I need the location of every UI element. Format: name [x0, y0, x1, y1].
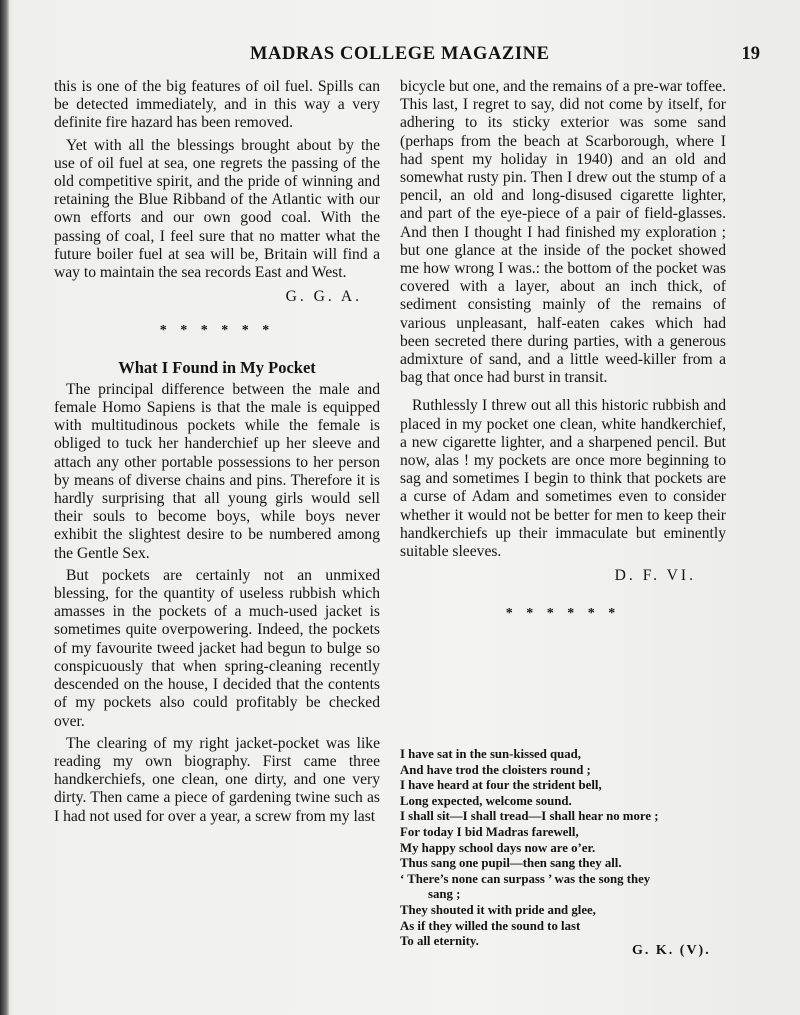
poem-line: For today I bid Madras farewell, [400, 824, 579, 839]
paragraph: The principal difference between the male and female Homo Sapiens is that the male is equipped with multitudinous pockets while the female is obliged to tuck her handerchief up her sleeve and attach any other portable possessions to her person by means of diverse chains and pins. Therefore it is hardly surprising that all young girls would sell their souls to become boys, while boys never exhibit the slightest desire to be numbered among the Gentle Sex. [54, 380, 380, 562]
poem-line: To all eternity. [400, 934, 479, 949]
poem-line: sang ; [428, 887, 461, 902]
running-title: MADRAS COLLEGE MAGAZINE [250, 44, 550, 64]
author-signature: G. G. A. [285, 288, 362, 306]
poem-line: I shall sit—I shall tread—I shall hear no more ; [400, 809, 659, 824]
poem-line: They shouted it with pride and glee, [400, 902, 596, 917]
left-column [54, 78, 380, 830]
poem-line: Thus sang one pupil—then sang they all. [400, 856, 622, 871]
paragraph: bicycle but one, and the remains of a pre-war toffee. This last, I regret to say, did not come by itself, for adhering to its sticky exterior was some sand (perhaps from the beach at Scarborough, where I had spent my holiday in 1940) and an old and somewhat rusty pin. Then I drew out the stump of a pencil, an old and long-disused cigarette lighter, and part of the eye-piece of a pair of field-glasses. And then I thought I had finished my exploration ; but one glance at the inside of the pocket showed me how wrong I was.: the bottom of the pocket was covered with a layer, about an inch thick, of sediment consisting mainly of the remains of various unpleasant, half-eaten cakes which had been secreted there during parties, with a generous admixture of sand, and a little weed-killer from a bag that once had burst in transit. [400, 78, 726, 387]
section-divider: * * * * * * [505, 606, 621, 622]
paragraph: The clearing of my right jacket-pocket was like reading my own biography. First came three handkerchiefs, one clean, one dirty, and one very dirty. Then came a piece of gardening twine such as I had not used for over a year, a screw from my last [54, 734, 380, 825]
paragraph: this is one of the big features of oil fuel. Spills can be detected immediately, and in this way a very definite fire hazard has been removed. [54, 78, 380, 132]
paragraph: Yet with all the blessings brought about by the use of oil fuel at sea, one regrets the passing of the old competitive spirit, and the pride of winning and retaining the Blue Ribband of the Atlantic with our own efforts and our own good coal. With the passing of coal, I feel sure that no matter what the future boiler fuel at sea will be, Britain will find a way to maintain the sea records East and West. [54, 136, 380, 282]
poem-signature: G. K. (V). [632, 943, 711, 958]
poem-line: ‘ There’s none can surpass ’ was the song they [400, 871, 651, 886]
book-spine-shadow [0, 0, 9, 1015]
paragraph: Ruthlessly I threw out all this historic rubbish and placed in my pocket one clean, white handkerchief, a new cigarette lighter, and a sharpened pencil. But now, alas ! my pockets are once more beginning to sag and sometimes I begin to think that pockets are a curse of Adam and sometimes even to consider whether it would not be better for men to keep their handkerchiefs up their immaculate but eminently suitable sleeves. [400, 397, 726, 561]
poem-line: Long expected, welcome sound. [400, 793, 572, 808]
poem-line: As if they willed the sound to last [400, 918, 581, 933]
article-title: What I Found in My Pocket [118, 357, 316, 377]
poem-line: My happy school days now are o’er. [400, 840, 596, 855]
poem-line: I have heard at four the strident bell, [400, 778, 602, 793]
page-number: 19 [741, 44, 760, 64]
author-signature: D. F. VI. [614, 567, 696, 585]
poem [400, 747, 740, 950]
paragraph: But pockets are certainly not an unmixed blessing, for the quantity of useless rubbish which amasses in the pockets of a much-used jacket is sometimes quite overpowering. Indeed, the pockets of my favourite tweed jacket had begun to bulge so conspicuously that when spring-cleaning recently descended on the house, I decided that the contents of my pockets also could profitably be checked over. [54, 566, 380, 730]
poem-line: And have trod the cloisters round ; [400, 762, 591, 777]
right-column [400, 78, 726, 642]
page-header [40, 44, 768, 70]
section-divider: * * * * * * [159, 323, 275, 339]
poem-line: I have sat in the sun-kissed quad, [400, 747, 581, 761]
